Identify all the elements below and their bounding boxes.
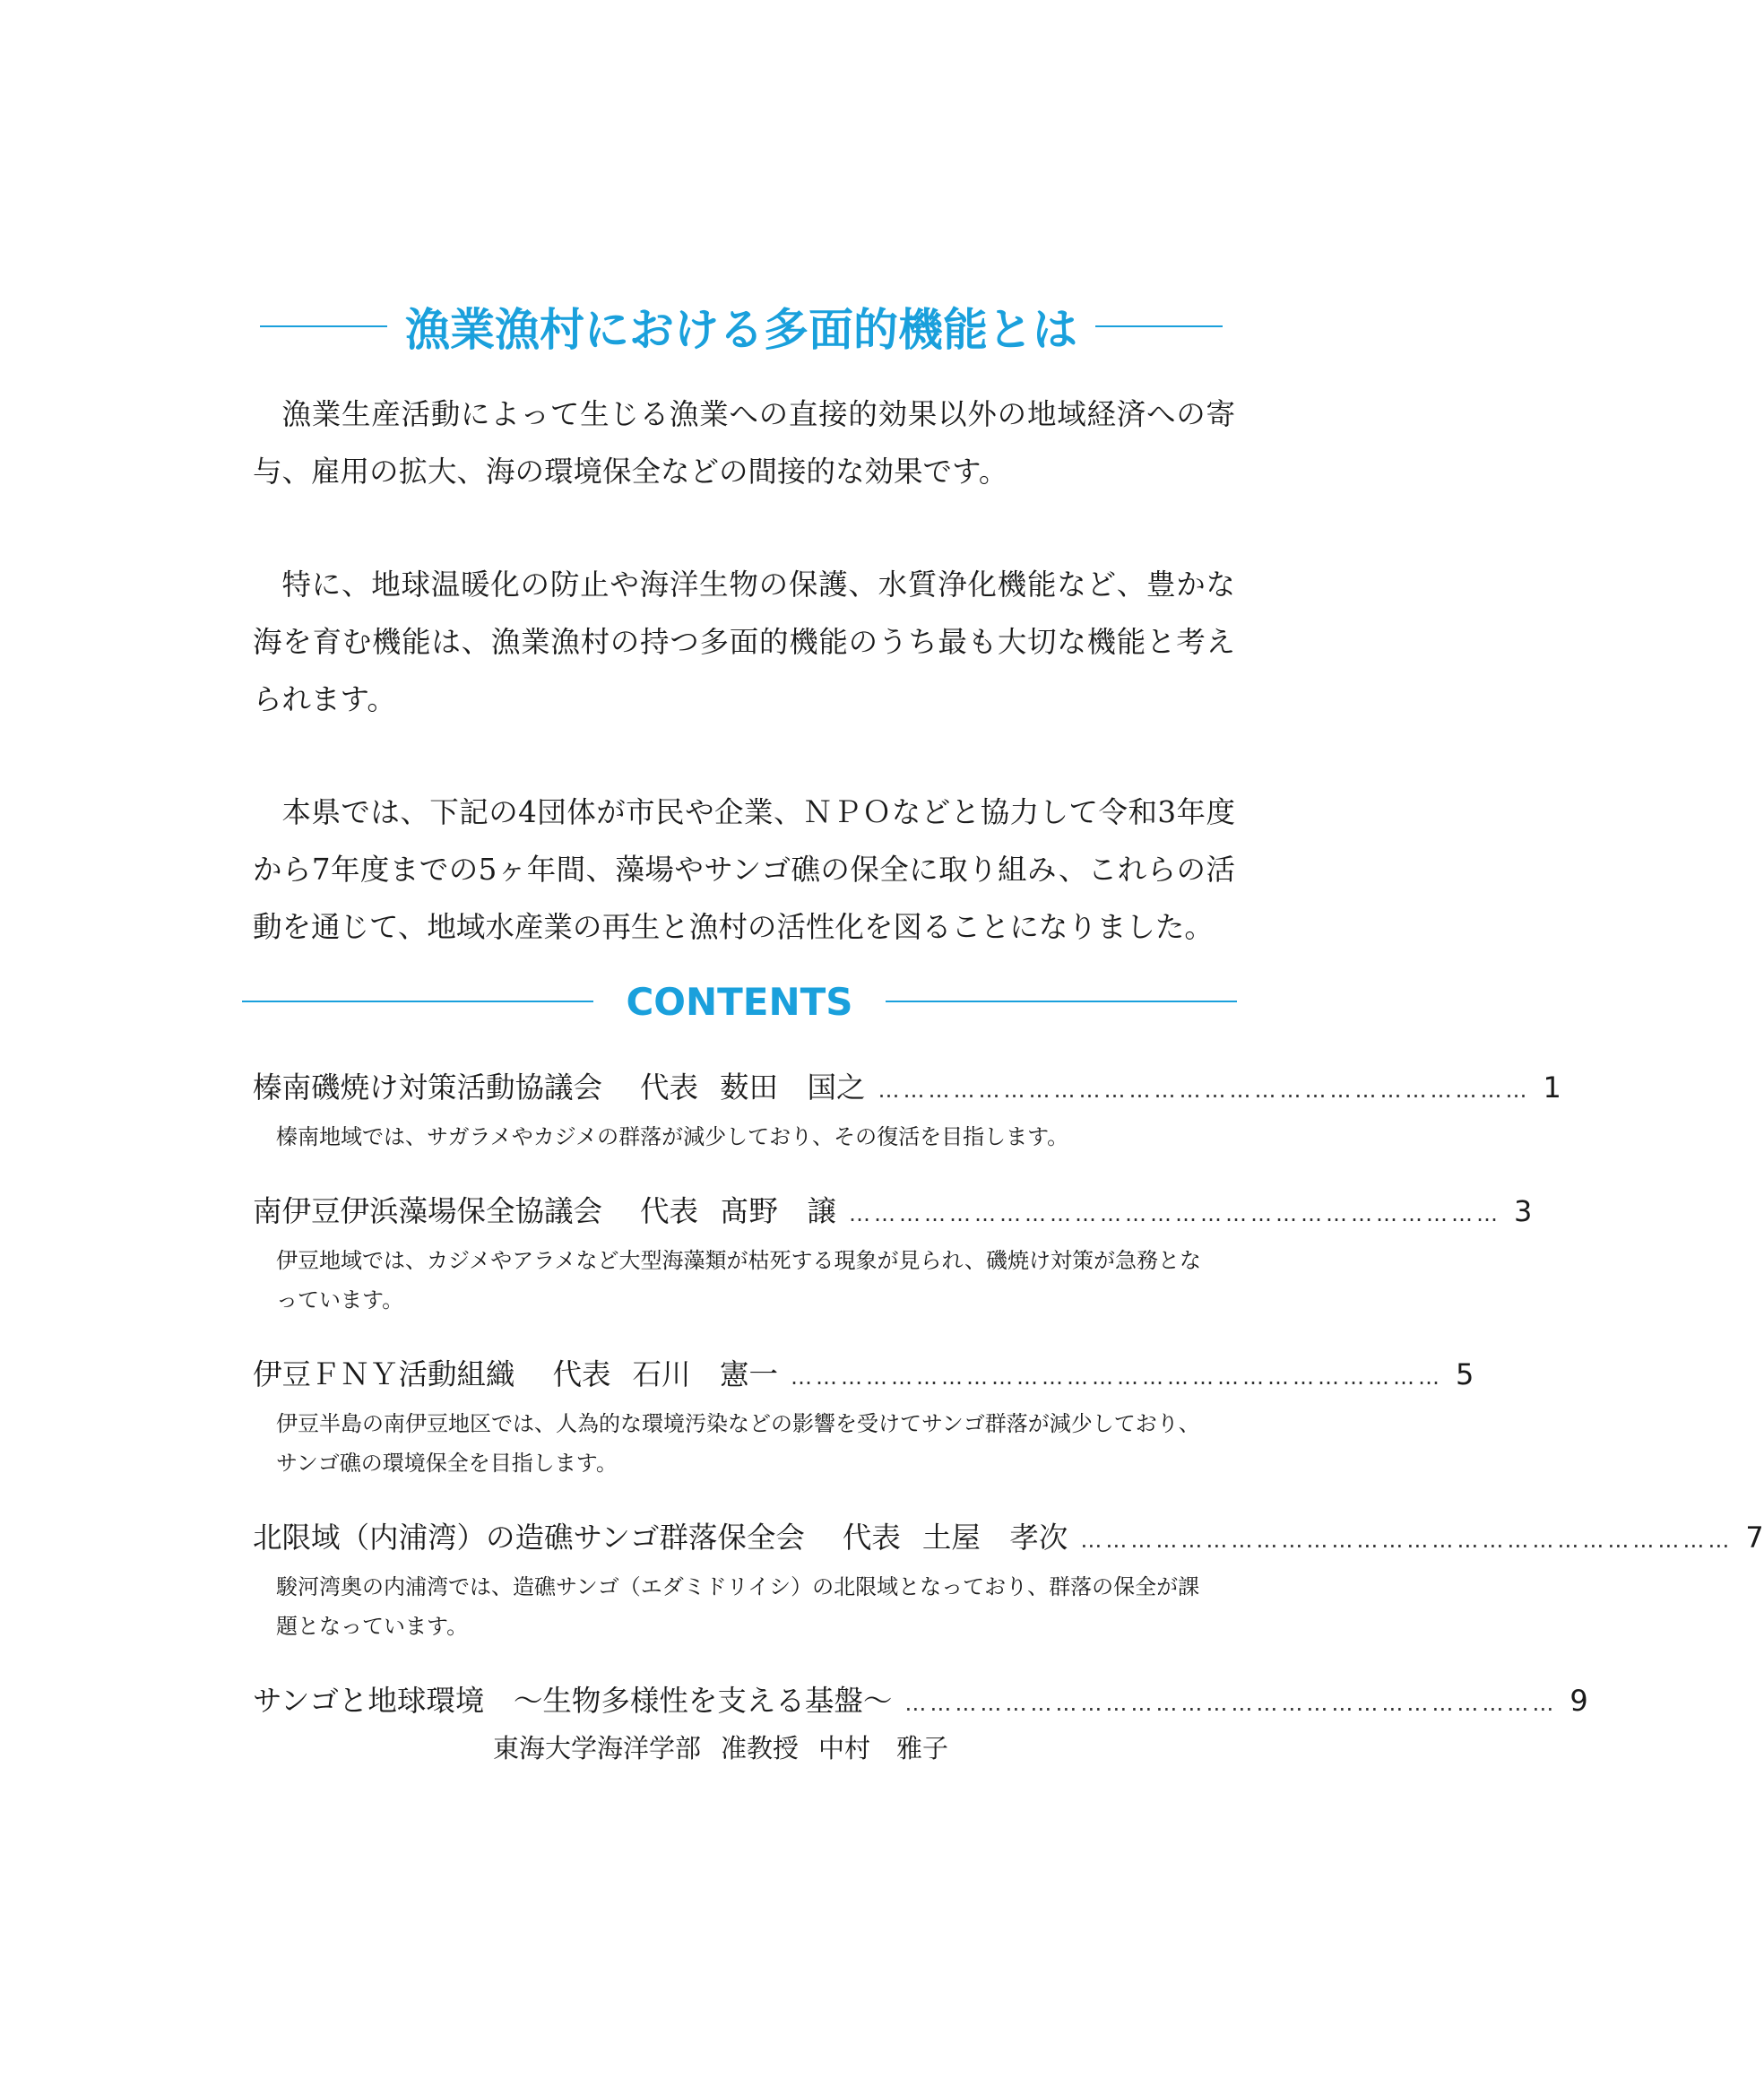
table-of-contents — [249, 1065, 1764, 1798]
toc-page-number: 7 — [1745, 1521, 1764, 1555]
toc-page-number: 5 — [1456, 1357, 1474, 1391]
toc-leader-dots: …………………………………………………………………… — [1080, 1528, 1734, 1553]
toc-representative: 代表 石川 憲一 — [552, 1357, 779, 1391]
toc-page-number: 3 — [1514, 1194, 1533, 1228]
intro-title: 漁業漁村における多面的機能とは — [405, 304, 1077, 356]
contents-rule-left — [242, 1001, 593, 1002]
toc-description: 榛南地域では、サガラメやカジメの群落が減少しており、その復活を目指します。 — [276, 1124, 1069, 1149]
toc-entry-heading[interactable] — [249, 1515, 1764, 1560]
toc-representative: 代表 土屋 孝次 — [842, 1521, 1068, 1555]
toc-entry-special — [249, 1678, 1588, 1765]
toc-description: 伊豆地域では、カジメやアラメなど大型海藻類が枯死する現象が見られ、磯焼け対策が急務となっています。 — [276, 1248, 1201, 1313]
title-rule-right — [1095, 325, 1223, 327]
toc-org-name: 南伊豆伊浜藻場保全協議会 — [253, 1194, 603, 1228]
contents-title: CONTENTS — [626, 979, 853, 1024]
contents-rule-right — [886, 1001, 1237, 1002]
toc-leader-dots: …………………………………………………………………… — [878, 1078, 1531, 1103]
toc-entry — [249, 1352, 1474, 1483]
toc-leader-dots: …………………………………………………………………… — [791, 1365, 1444, 1390]
toc-org-name: 北限域（内浦湾）の造礁サンゴ群落保全会 — [253, 1521, 805, 1555]
toc-article-title: サンゴと地球環境 ～生物多様性を支える基盤～ — [253, 1684, 893, 1718]
contents-section-title — [242, 970, 1237, 1033]
intro-body — [253, 386, 1235, 1011]
toc-org-name: 伊豆ＦＮＹ活動組織 — [253, 1357, 515, 1391]
intro-paragraph: 漁業生産活動によって生じる漁業への直接的効果以外の地域経済への寄与、雇用の拡大、海の環境保全などの間接的な効果です。 — [253, 397, 1235, 489]
toc-entry-heading[interactable] — [249, 1352, 1474, 1397]
toc-page-number: 9 — [1569, 1684, 1588, 1718]
intro-paragraph: 特に、地球温暖化の防止や海洋生物の保護、水質浄化機能など、豊かな海を育む機能は、漁業漁村の持つ多面的機能のうち最も大切な機能と考えられます。 — [253, 568, 1235, 716]
toc-leader-dots: …………………………………………………………………… — [849, 1201, 1502, 1226]
toc-author — [493, 1729, 1239, 1765]
toc-org-name: 榛南磯焼け対策活動協議会 — [253, 1070, 603, 1105]
title-rule-left — [260, 325, 387, 327]
toc-representative: 代表 薮田 国之 — [640, 1070, 866, 1105]
intro-paragraph: 本県では、下記の4団体が市民や企業、ＮＰＯなどと協力して令和3年度から7年度までの5ヶ年間、藻場やサンゴ礁の保全に取り組み、これらの活動を通じて、地域水産業の再生と漁村の活性化を図ることになりました。 — [253, 795, 1235, 944]
toc-leader-dots: …………………………………………………………………… — [904, 1691, 1558, 1716]
toc-entry — [249, 1189, 1533, 1320]
toc-entry — [249, 1515, 1764, 1646]
toc-entry-heading[interactable] — [249, 1678, 1588, 1723]
toc-entry-heading[interactable] — [249, 1065, 1561, 1110]
intro-section-title — [256, 292, 1233, 360]
toc-entry — [249, 1065, 1561, 1157]
toc-entry-heading[interactable] — [249, 1189, 1533, 1234]
author-position: 准教授 — [721, 1733, 800, 1763]
toc-description: 駿河湾奥の内浦湾では、造礁サンゴ（エダミドリイシ）の北限域となっており、群落の保全が課題となっています。 — [276, 1574, 1200, 1639]
author-name: 中村 雅子 — [818, 1733, 949, 1763]
toc-page-number: 1 — [1543, 1070, 1561, 1105]
toc-description: 伊豆半島の南伊豆地区では、人為的な環境汚染などの影響を受けてサンゴ群落が減少しており、サンゴ礁の環境保全を目指します。 — [276, 1411, 1200, 1476]
toc-representative: 代表 髙野 譲 — [640, 1194, 837, 1228]
author-affiliation: 東海大学海洋学部 — [493, 1733, 702, 1763]
